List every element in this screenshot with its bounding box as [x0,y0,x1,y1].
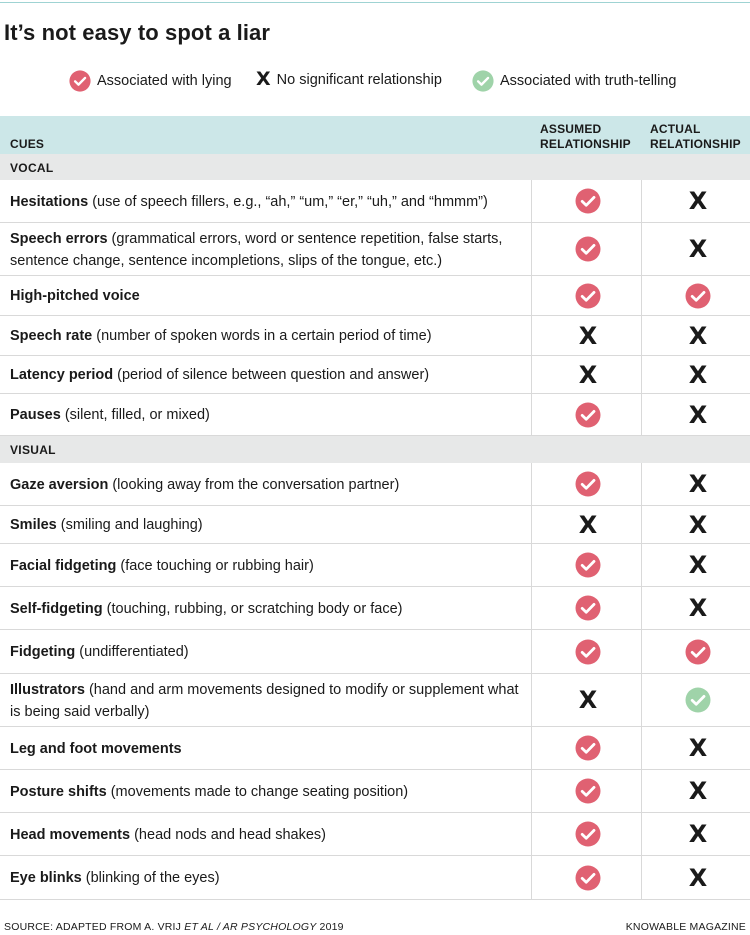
table-row [0,813,750,856]
cues-table [0,116,750,900]
actual-cell [668,727,728,769]
cue-name: Eye blinks [10,870,82,886]
table-row [0,180,750,223]
actual-cell [668,463,728,505]
actual-cell [668,544,728,586]
cue-description: (touching, rubbing, or scratching body or face) [102,601,403,617]
red-check-icon [685,283,711,309]
column-divider [641,727,642,769]
red-check-icon [575,471,601,497]
table-header [0,116,750,154]
assumed-cell [558,856,618,899]
legend-label-lying: Associated with lying [97,73,232,89]
cue-description: (number of spoken words in a certain period of time) [92,328,432,344]
cue-description: (period of silence between question and answer) [113,367,430,383]
x-icon: X [578,321,598,350]
x-icon: X [688,360,708,389]
x-icon: X [688,235,708,263]
actual-cell [668,674,728,726]
table-row [0,770,750,813]
cue-description: (silent, filled, or mixed) [60,407,210,423]
column-divider [641,394,642,435]
cue-name: Speech errors [10,231,108,247]
column-divider [641,356,642,393]
column-divider [531,316,532,355]
column-divider [641,544,642,586]
assumed-cell [558,180,618,222]
cue-description: (undifferentiated) [75,644,189,660]
cue-name: Posture shifts [10,784,107,800]
top-rule [0,2,750,3]
assumed-cell [558,674,618,726]
cue-name: Illustrators [10,682,85,698]
x-icon: X [688,187,708,215]
table-row [0,506,750,544]
actual-cell [668,223,728,275]
cue-description: (smiling and laughing) [56,517,203,533]
cue-text [10,228,525,272]
table-body [0,154,750,900]
cue-name: Pauses [10,407,61,423]
cue-name: High-pitched voice [10,288,140,304]
column-divider [531,506,532,543]
table-row [0,587,750,630]
source-italic: ET AL / AR PSYCHOLOGY [184,921,317,933]
x-icon: X [688,510,708,539]
cue-text [10,474,525,496]
assumed-cell [558,630,618,673]
column-divider [641,674,642,726]
column-divider [531,356,532,393]
table-row [0,856,750,900]
column-divider [641,506,642,543]
legend-label-truth: Associated with truth-telling [500,73,677,89]
actual-cell [668,276,728,315]
column-divider [641,630,642,673]
x-icon: X [688,551,708,579]
actual-cell [668,630,728,673]
source-note [4,921,344,933]
assumed-cell [558,813,618,855]
assumed-cell [558,394,618,435]
header-cues: CUES [10,137,45,151]
source-prefix: SOURCE: ADAPTED FROM A. VRIJ [4,921,185,933]
red-check-icon [575,283,601,309]
legend-item-truth [472,70,677,92]
red-check-icon [575,778,601,804]
column-divider [531,276,532,315]
column-divider [531,674,532,726]
column-divider [641,180,642,222]
section-vocal [0,154,750,180]
table-row [0,727,750,770]
cue-name: Speech rate [10,328,93,344]
cue-text [10,824,525,846]
actual-cell [668,506,728,543]
x-icon: X [256,68,271,90]
table-row [0,394,750,436]
x-icon: X [688,820,708,848]
column-divider [641,276,642,315]
x-icon: X [688,594,708,622]
x-icon: X [688,321,708,350]
table-row [0,316,750,356]
cue-text [10,404,525,426]
legend-label-none: No significant relationship [276,71,442,88]
column-divider [641,813,642,855]
column-divider [531,813,532,855]
red-check-icon [575,821,601,847]
actual-cell [668,856,728,899]
cue-name: Latency period [10,367,114,383]
column-divider [531,180,532,222]
actual-cell [668,180,728,222]
cue-text [10,679,525,723]
page-title: It’s not easy to spot a liar [4,20,271,45]
column-divider [531,463,532,505]
cue-text [10,738,525,760]
legend-item-none [256,70,442,89]
assumed-cell [558,727,618,769]
table-row [0,276,750,316]
red-check-icon [685,639,711,665]
actual-cell [668,356,728,393]
cue-text [10,598,525,620]
assumed-cell [558,316,618,355]
cue-text [10,191,525,213]
cue-text [10,867,525,889]
cue-name: Hesitations [10,194,89,210]
red-check-icon [575,595,601,621]
assumed-cell [558,587,618,629]
green-check-icon [472,70,494,92]
cue-name: Leg and foot movements [10,741,182,757]
cue-description: (grammatical errors, word or sentence repetition, false starts, sentence change, sentence incompletions, slips of the tongue, etc.) [10,231,503,269]
cue-description: (hand and arm movements designed to modify or supplement what is being said verbally) [10,682,519,720]
assumed-cell [558,223,618,275]
actual-cell [668,587,728,629]
cue-description: (head nods and head shakes) [130,827,326,843]
x-icon: X [688,470,708,498]
column-divider [641,856,642,899]
column-divider [641,316,642,355]
assumed-cell [558,544,618,586]
x-icon: X [688,863,708,892]
table-row [0,544,750,587]
x-icon: X [578,510,598,539]
cue-name: Facial fidgeting [10,558,117,574]
x-icon: X [688,734,708,762]
table-row [0,463,750,506]
red-check-icon [575,402,601,428]
cue-text [10,325,525,347]
assumed-cell [558,463,618,505]
column-divider [531,544,532,586]
cue-text [10,555,525,577]
column-divider [641,463,642,505]
cue-description: (use of speech fillers, e.g., “ah,” “um,” “er,” “uh,” and “hmmm”) [88,194,488,210]
actual-cell [668,770,728,812]
cue-name: Head movements [10,827,131,843]
assumed-cell [558,770,618,812]
x-icon: X [578,686,598,714]
assumed-cell [558,356,618,393]
red-check-icon [575,236,601,262]
assumed-cell [558,276,618,315]
cue-name: Fidgeting [10,644,76,660]
legend-item-lying [69,70,232,92]
cue-name: Self-fidgeting [10,601,103,617]
section-label: VOCAL [10,161,54,175]
publisher-credit: KNOWABLE MAGAZINE [625,921,746,933]
column-divider [531,587,532,629]
cue-name: Smiles [10,517,57,533]
assumed-cell [558,506,618,543]
red-check-icon [575,735,601,761]
red-check-icon [575,188,601,214]
red-check-icon [575,865,601,891]
cue-text [10,781,525,803]
column-divider [531,630,532,673]
cue-description: (movements made to change seating position) [106,784,409,800]
cue-description: (face touching or rubbing hair) [116,558,314,574]
source-suffix: 2019 [316,921,344,933]
x-icon: X [578,360,598,389]
x-icon: X [688,777,708,805]
column-divider [641,587,642,629]
column-divider [531,223,532,275]
red-check-icon [575,639,601,665]
cue-name: Gaze aversion [10,477,109,493]
red-check-icon [69,70,91,92]
column-divider [641,770,642,812]
legend [0,70,750,92]
table-row [0,674,750,727]
column-divider [641,223,642,275]
table-row [0,630,750,674]
cue-description: (blinking of the eyes) [81,870,220,886]
column-divider [531,770,532,812]
column-divider [531,394,532,435]
cue-text [10,285,525,307]
cue-text [10,364,525,386]
cue-text [10,641,525,663]
cue-description: (looking away from the conversation partner) [108,477,400,493]
header-actual: ACTUAL RELATIONSHIP [650,122,741,151]
x-icon: X [688,400,708,429]
green-check-icon [685,687,711,713]
section-visual [0,436,750,463]
actual-cell [668,813,728,855]
section-label: VISUAL [10,443,56,457]
column-divider [531,727,532,769]
red-check-icon [575,552,601,578]
actual-cell [668,394,728,435]
cue-text [10,514,525,536]
table-row [0,223,750,276]
header-assumed: ASSUMED RELATIONSHIP [540,122,631,151]
column-divider [531,856,532,899]
table-row [0,356,750,394]
actual-cell [668,316,728,355]
